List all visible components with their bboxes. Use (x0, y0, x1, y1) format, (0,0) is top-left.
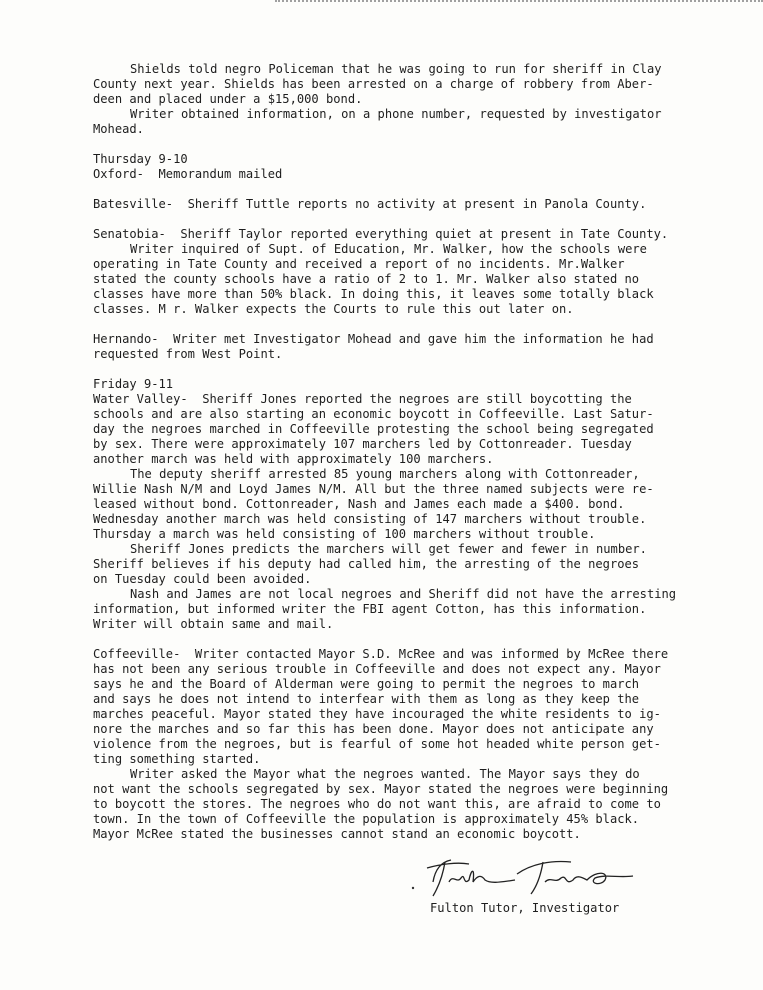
text-line: Writer inquired of Supt. of Education, Mr. Walker, how the schools were (130, 242, 647, 256)
text-line: to boycott the stores. The negroes who do not want this, are afraid to come to (93, 797, 661, 811)
text-line: not want the schools segregated by sex. Mayor stated the negroes were beginning (93, 782, 669, 796)
text-line: on Tuesday could been avoided. (93, 572, 312, 586)
text-line: ting something started. (93, 752, 261, 766)
text-line: classes have more than 50% black. In doing this, it leaves some totally black (93, 287, 654, 301)
memo-paragraph (93, 62, 693, 137)
text-line: day the negroes marched in Coffeeville protesting the school being segregated (93, 422, 654, 436)
top-edge-dots (275, 0, 763, 4)
handwritten-signature (405, 852, 645, 902)
text-line: Writer asked the Mayor what the negroes wanted. The Mayor says they do (130, 767, 640, 781)
text-line: Water Valley- Sheriff Jones reported the negroes are still boycotting the (93, 392, 632, 406)
text-line: says he and the Board of Alderman were going to permit the negroes to march (93, 677, 640, 691)
signature-typed-name: Fulton Tutor, Investigator (430, 901, 620, 915)
text-line: Nash and James are not local negroes and Sheriff did not have the arresting (130, 587, 677, 601)
text-line: schools and are also starting an economic boycott in Coffeeville. Last Satur- (93, 407, 654, 421)
text-line: Mayor McRee stated the businesses cannot stand an economic boycott. (93, 827, 581, 841)
text-line: Wednesday another march was held consisting of 147 marchers without trouble. (93, 512, 647, 526)
text-line: Coffeeville- Writer contacted Mayor S.D. McRee and was informed by McRee there (93, 647, 669, 661)
text-line: classes. M r. Walker expects the Courts to rule this out later on. (93, 302, 574, 316)
text-line: marches peaceful. Mayor stated they have incouraged the white residents to ig- (93, 707, 661, 721)
text-line: Thursday a march was held consisting of 100 marchers without trouble. (93, 527, 596, 541)
text-line: leased without bond. Cottonreader, Nash and James each made a $400. bond. (93, 497, 625, 511)
text-line: Shields told negro Policeman that he was going to run for sheriff in Clay (130, 62, 662, 76)
memo-paragraph (93, 152, 693, 182)
text-line: and says he does not intend to interfear with them as long as they keep the (93, 692, 640, 706)
text-line: Writer obtained information, on a phone number, requested by investigator (130, 107, 662, 121)
text-line: The deputy sheriff arrested 85 young marchers along with Cottonreader, (130, 467, 640, 481)
text-line: has not been any serious trouble in Coffeeville and does not expect any. Mayor (93, 662, 661, 676)
text-line: operating in Tate County and received a report of no incidents. Mr.Walker (93, 257, 625, 271)
text-line: Thursday 9-10 (93, 152, 188, 166)
text-line: Oxford- Memorandum mailed (93, 167, 283, 181)
text-line: Sheriff Jones predicts the marchers will get fewer and fewer in number. (130, 542, 647, 556)
memo-paragraph (93, 227, 693, 317)
text-line: Sheriff believes if his deputy had called him, the arresting of the negroes (93, 557, 640, 571)
text-line: nore the marches and so far this has been done. Mayor does not anticipate any (93, 722, 654, 736)
text-line: violence from the negroes, but is fearful of some hot headed white person get- (93, 737, 661, 751)
text-line: Writer will obtain same and mail. (93, 617, 334, 631)
text-line: town. In the town of Coffeeville the population is approximately 45% black. (93, 812, 640, 826)
text-line: Batesville- Sheriff Tuttle reports no activity at present in Panola County. (93, 197, 647, 211)
text-line: Friday 9-11 (93, 377, 174, 391)
memo-paragraph (93, 377, 693, 632)
text-line: Hernando- Writer met Investigator Mohead and gave him the information he had (93, 332, 654, 346)
text-line: information, but informed writer the FBI agent Cotton, has this information. (93, 602, 647, 616)
text-line: deen and placed under a $15,000 bond. (93, 92, 363, 106)
text-line: another march was held with approximately 100 marchers. (93, 452, 494, 466)
text-line: requested from West Point. (93, 347, 283, 361)
text-line: stated the county schools have a ratio of 2 to 1. Mr. Walker also stated no (93, 272, 640, 286)
text-line: Senatobia- Sheriff Taylor reported everything quiet at present in Tate County. (93, 227, 669, 241)
memo-paragraph (93, 332, 693, 362)
memo-paragraph (93, 647, 693, 842)
text-line: by sex. There were approximately 107 marchers led by Cottonreader. Tuesday (93, 437, 632, 451)
text-line: County next year. Shields has been arrested on a charge of robbery from Aber- (93, 77, 654, 91)
memo-paragraph (93, 197, 693, 212)
text-line: Willie Nash N/M and Loyd James N/M. All but the three named subjects were re- (93, 482, 654, 496)
text-line: Mohead. (93, 122, 144, 136)
